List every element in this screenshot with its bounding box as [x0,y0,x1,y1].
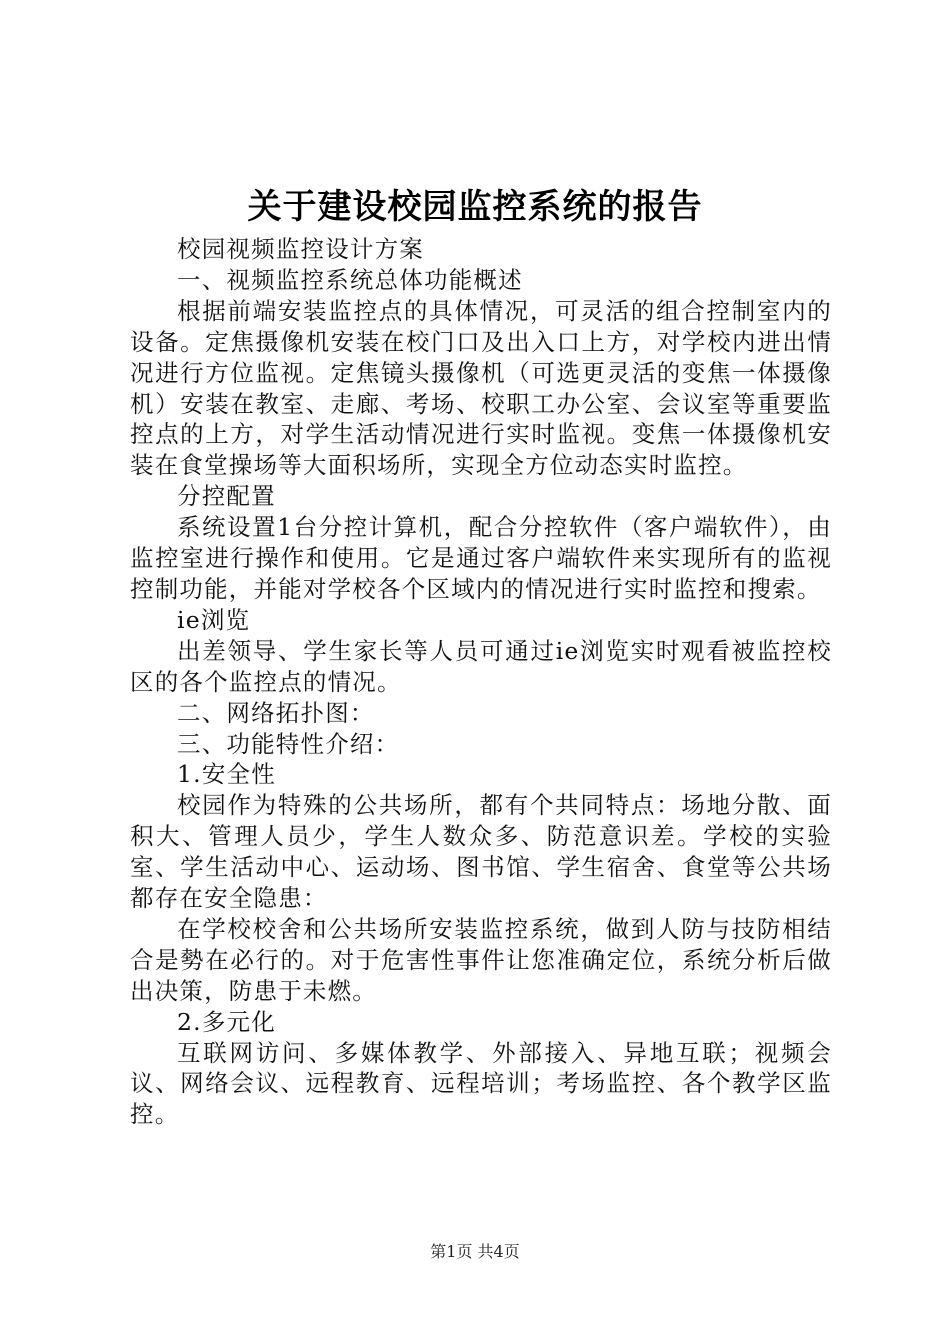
subheading-distributed-control: 分控配置 [177,482,276,511]
section-heading-1: 一、视频监控系统总体功能概述 [177,265,523,294]
paragraph-subtitle: 校园视频监控设计方案 [177,235,424,263]
subheading-security: 1.安全性 [177,760,276,789]
subheading-diversification: 2.多元化 [177,1007,276,1036]
paragraph: 在学校校舍和公共场所安装监控系统，做到人防与技防相结合是勢在必行的。对于危害性事件让您准确定位，系统分析后做出决策，防患于未燃。 [130,914,832,1005]
paragraph: 互联网访问、多媒体教学、外部接入、异地互联；视频会议、网络会议、远程教育、远程培训；考场监控、各个教学区监控。 [130,1038,832,1129]
document-body [130,234,832,1130]
paragraph: 校园作为特殊的公共场所，都有个共同特点：场地分散、面积大、管理人员少，学生人数众多、防范意识差。学校的实验室、学生活动中心、运动场、图书馆、学生宿舍、食堂等公共场都存在安全隐患： [130,791,832,913]
paragraph: 根据前端安装监控点的具体情况，可灵活的组合控制室内的设备。定焦摄像机安装在校门口及出入口上方，对学校内进出情况进行方位监视。定焦镜头摄像机（可选更灵活的变焦一体摄像机）安装在教室、走廊、考场、校职工办公室、会议室等重要监控点的上方，对学生活动情况进行实时监视。变焦一体摄像机安装在食堂操场等大面积场所，实现全方位动态实时监控。 [130,296,832,480]
section-heading-3: 三、功能特性介绍： [177,729,400,758]
subheading-ie-browse: ie浏览 [177,605,251,634]
section-heading-2: 二、网络拓扑图： [177,698,375,727]
page-number: 第1页 共4页 [430,1242,520,1261]
document-title: 关于建设校园监控系统的报告 [247,187,703,227]
paragraph: 系统设置1台分控计算机，配合分控软件（客户端软件），由监控室进行操作和使用。它是通过客户端软件来实现所有的监视控制功能，并能对学校各个区域内的情况进行实时监控和搜索。 [130,513,832,603]
paragraph: 出差领导、学生家长等人员可通过ie浏览实时观看被监控校区的各个监控点的情况。 [130,636,832,696]
